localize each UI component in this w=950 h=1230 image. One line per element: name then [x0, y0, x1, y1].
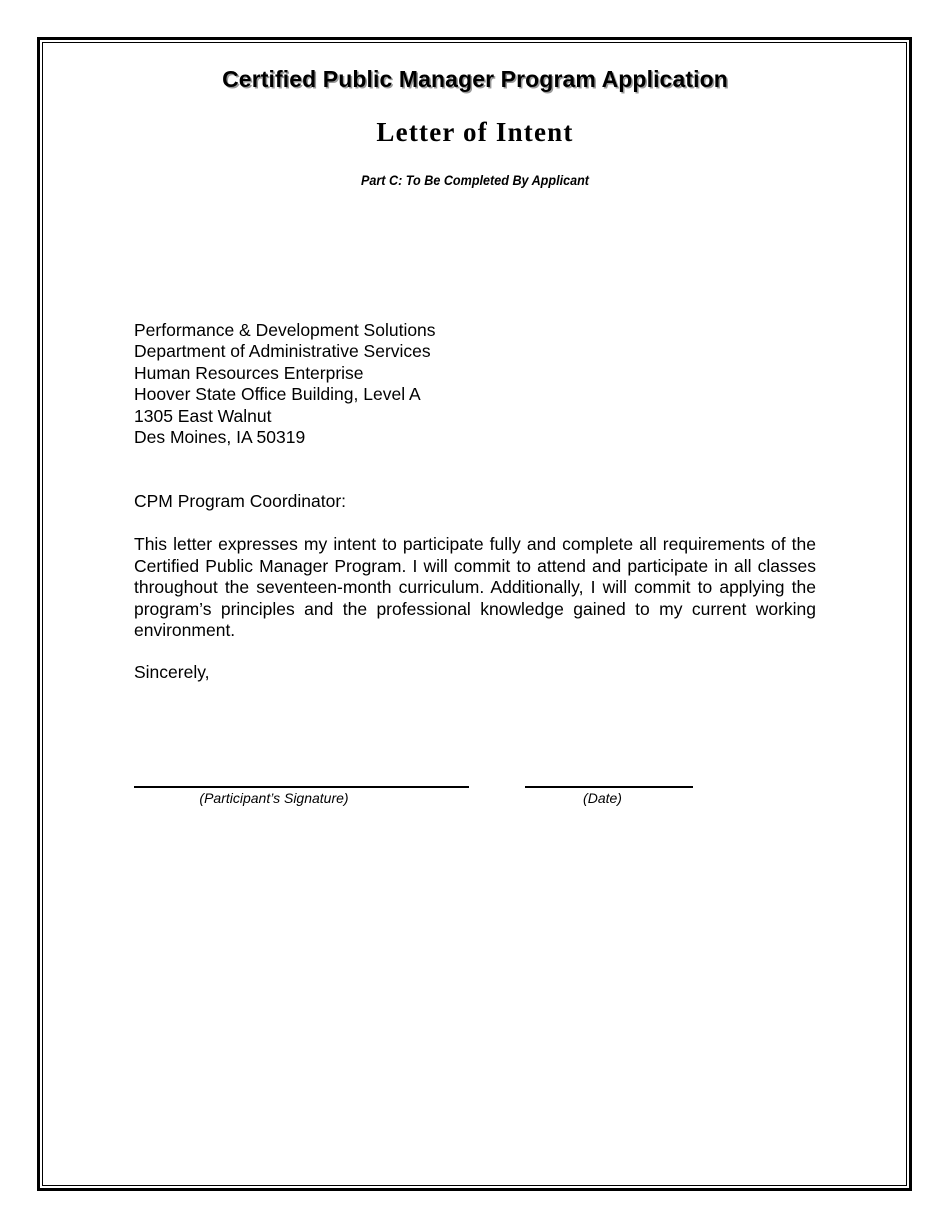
- closing: Sincerely,: [134, 662, 210, 682]
- document-title: Certified Public Manager Program Application: [222, 66, 728, 92]
- address-line: Human Resources Enterprise: [134, 362, 364, 383]
- recipient-address: [134, 320, 814, 448]
- salutation: CPM Program Coordinator:: [134, 491, 347, 511]
- date-caption: (Date): [583, 790, 622, 806]
- letter-body: This letter expresses my intent to participate fully and complete all requirements of the Certified Public Manager Program. I will commit to attend and participate in all classes throughout the seventeen-month curriculum. Additionally, I will commit to applying the program’s principles and the professional knowledge gained to my current working environment.: [134, 534, 816, 641]
- part-label: Part C: To Be Completed By Applicant: [360, 172, 589, 188]
- signature-line[interactable]: [134, 786, 469, 788]
- date-line[interactable]: [525, 786, 693, 788]
- address-line: Des Moines, IA 50319: [134, 427, 306, 448]
- address-line: Performance & Development Solutions: [134, 320, 436, 340]
- signature-caption: (Participant’s Signature): [199, 790, 349, 806]
- address-line: Hoover State Office Building, Level A: [134, 384, 421, 405]
- address-line: 1305 East Walnut: [134, 405, 272, 426]
- address-line: Department of Administrative Services: [134, 341, 431, 362]
- letter-of-intent-heading: Letter of Intent: [376, 117, 574, 147]
